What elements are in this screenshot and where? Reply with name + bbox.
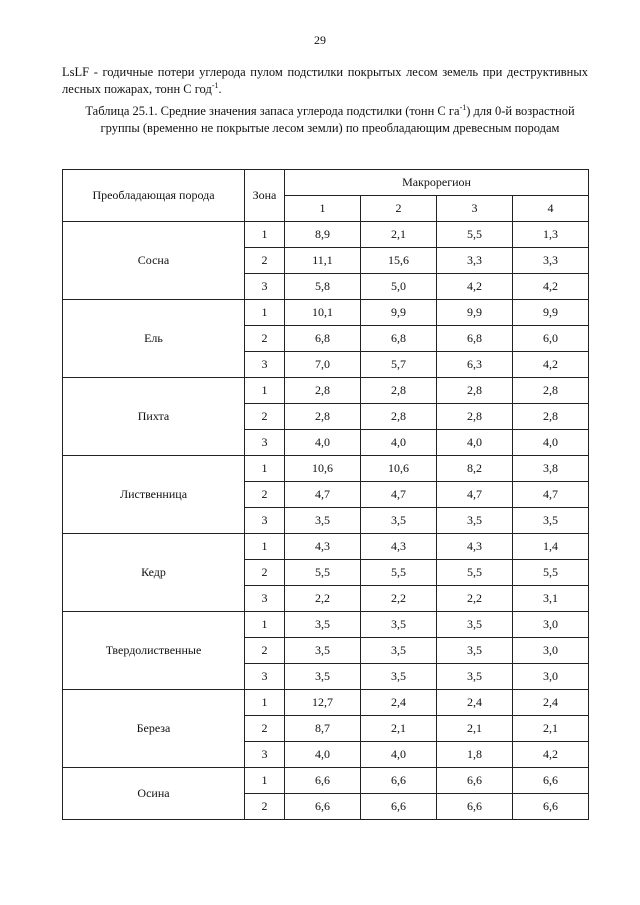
definition-symbol: LsLF: [62, 65, 90, 79]
zone-cell: 3: [245, 430, 285, 456]
value-cell: 3,5: [513, 508, 589, 534]
value-cell: 4,2: [513, 352, 589, 378]
value-cell: 2,1: [437, 716, 513, 742]
value-cell: 2,8: [437, 404, 513, 430]
value-cell: 8,7: [285, 716, 361, 742]
value-cell: 5,8: [285, 274, 361, 300]
zone-cell: 3: [245, 508, 285, 534]
value-cell: 3,1: [513, 586, 589, 612]
species-cell: Твердолиственные: [63, 612, 245, 690]
header-species: Преобладающая порода: [63, 170, 245, 222]
value-cell: 2,2: [361, 586, 437, 612]
value-cell: 4,3: [361, 534, 437, 560]
value-cell: 2,2: [437, 586, 513, 612]
value-cell: 3,3: [513, 248, 589, 274]
zone-cell: 3: [245, 586, 285, 612]
table-row: [63, 378, 589, 404]
header-zone: Зона: [245, 170, 285, 222]
value-cell: 6,0: [513, 326, 589, 352]
species-cell: Пихта: [63, 378, 245, 456]
value-cell: 6,6: [513, 794, 589, 820]
value-cell: 6,6: [361, 794, 437, 820]
zone-cell: 3: [245, 742, 285, 768]
table-body: [63, 222, 589, 820]
table-caption: [80, 103, 580, 137]
value-cell: 4,0: [437, 430, 513, 456]
caption-superscript: -1: [459, 102, 467, 112]
value-cell: 3,3: [437, 248, 513, 274]
caption-part1: Таблица 25.1. Средние значения запаса углерода подстилки (тонн С га: [85, 104, 460, 118]
definition-paragraph: [62, 64, 588, 98]
value-cell: 3,8: [513, 456, 589, 482]
value-cell: 9,9: [437, 300, 513, 326]
value-cell: 2,8: [285, 404, 361, 430]
header-macroregion-col: 3: [437, 196, 513, 222]
page-number: 29: [314, 33, 326, 47]
table-row: [63, 612, 589, 638]
value-cell: 5,0: [361, 274, 437, 300]
value-cell: 1,3: [513, 222, 589, 248]
value-cell: 4,0: [361, 742, 437, 768]
value-cell: 3,5: [361, 664, 437, 690]
value-cell: 4,7: [361, 482, 437, 508]
value-cell: 3,5: [285, 508, 361, 534]
value-cell: 2,8: [361, 404, 437, 430]
definition-superscript: -1: [211, 80, 219, 90]
value-cell: 5,7: [361, 352, 437, 378]
value-cell: 3,0: [513, 612, 589, 638]
value-cell: 11,1: [285, 248, 361, 274]
value-cell: 4,0: [513, 430, 589, 456]
value-cell: 1,8: [437, 742, 513, 768]
value-cell: 4,3: [285, 534, 361, 560]
table-row: [63, 690, 589, 716]
value-cell: 2,8: [361, 378, 437, 404]
value-cell: 3,5: [361, 638, 437, 664]
value-cell: 2,4: [437, 690, 513, 716]
zone-cell: 1: [245, 534, 285, 560]
zone-cell: 3: [245, 664, 285, 690]
value-cell: 2,2: [285, 586, 361, 612]
value-cell: 6,3: [437, 352, 513, 378]
value-cell: 2,8: [285, 378, 361, 404]
species-cell: Кедр: [63, 534, 245, 612]
header-macroregion: Макрорегион: [285, 170, 589, 196]
table-row: [63, 300, 589, 326]
zone-cell: 1: [245, 612, 285, 638]
value-cell: 3,5: [437, 638, 513, 664]
definition-end: .: [218, 82, 222, 96]
zone-cell: 2: [245, 794, 285, 820]
value-cell: 5,5: [513, 560, 589, 586]
value-cell: 6,8: [361, 326, 437, 352]
value-cell: 4,7: [513, 482, 589, 508]
species-cell: Ель: [63, 300, 245, 378]
value-cell: 4,7: [437, 482, 513, 508]
value-cell: 5,5: [437, 222, 513, 248]
value-cell: 10,6: [285, 456, 361, 482]
value-cell: 9,9: [513, 300, 589, 326]
value-cell: 2,4: [513, 690, 589, 716]
value-cell: 7,0: [285, 352, 361, 378]
caption-part2: ) для 0-й возрастной группы (временно не покрытые лесом земли) по преобладающим древесным породам: [100, 104, 575, 135]
zone-cell: 2: [245, 638, 285, 664]
value-cell: 6,6: [437, 768, 513, 794]
table-row: [63, 222, 589, 248]
zone-cell: 1: [245, 222, 285, 248]
value-cell: 3,5: [285, 638, 361, 664]
table-header: [63, 170, 589, 222]
value-cell: 4,7: [285, 482, 361, 508]
carbon-stock-table: [62, 169, 589, 820]
value-cell: 3,5: [285, 612, 361, 638]
value-cell: 12,7: [285, 690, 361, 716]
value-cell: 8,9: [285, 222, 361, 248]
value-cell: 4,3: [437, 534, 513, 560]
value-cell: 5,5: [361, 560, 437, 586]
value-cell: 2,8: [513, 404, 589, 430]
zone-cell: 1: [245, 378, 285, 404]
definition-text: - годичные потери углерода пулом подстилки покрытых лесом земель при деструктивных лесных пожарах, тонн С год: [62, 65, 588, 96]
zone-cell: 2: [245, 404, 285, 430]
zone-cell: 1: [245, 768, 285, 794]
value-cell: 15,6: [361, 248, 437, 274]
species-cell: Осина: [63, 768, 245, 820]
value-cell: 4,0: [361, 430, 437, 456]
value-cell: 3,5: [285, 664, 361, 690]
value-cell: 6,8: [285, 326, 361, 352]
zone-cell: 1: [245, 300, 285, 326]
zone-cell: 2: [245, 482, 285, 508]
value-cell: 5,5: [285, 560, 361, 586]
header-macroregion-col: 4: [513, 196, 589, 222]
value-cell: 3,5: [437, 508, 513, 534]
value-cell: 2,1: [361, 716, 437, 742]
value-cell: 2,8: [513, 378, 589, 404]
zone-cell: 2: [245, 248, 285, 274]
value-cell: 4,0: [285, 430, 361, 456]
value-cell: 6,8: [437, 326, 513, 352]
zone-cell: 2: [245, 716, 285, 742]
value-cell: 2,1: [361, 222, 437, 248]
value-cell: 2,8: [437, 378, 513, 404]
species-cell: Лиственница: [63, 456, 245, 534]
value-cell: 2,1: [513, 716, 589, 742]
value-cell: 8,2: [437, 456, 513, 482]
value-cell: 6,6: [285, 794, 361, 820]
value-cell: 4,0: [285, 742, 361, 768]
header-macroregion-col: 2: [361, 196, 437, 222]
value-cell: 10,1: [285, 300, 361, 326]
zone-cell: 1: [245, 456, 285, 482]
table-row: [63, 768, 589, 794]
value-cell: 5,5: [437, 560, 513, 586]
value-cell: 9,9: [361, 300, 437, 326]
zone-cell: 2: [245, 560, 285, 586]
value-cell: 4,2: [513, 742, 589, 768]
value-cell: 10,6: [361, 456, 437, 482]
table-row: [63, 534, 589, 560]
value-cell: 3,0: [513, 664, 589, 690]
value-cell: 3,5: [361, 612, 437, 638]
value-cell: 3,5: [361, 508, 437, 534]
value-cell: 6,6: [513, 768, 589, 794]
species-cell: Береза: [63, 690, 245, 768]
value-cell: 4,2: [513, 274, 589, 300]
header-macroregion-col: 1: [285, 196, 361, 222]
zone-cell: 3: [245, 274, 285, 300]
species-cell: Сосна: [63, 222, 245, 300]
value-cell: 2,4: [361, 690, 437, 716]
value-cell: 6,6: [361, 768, 437, 794]
zone-cell: 1: [245, 690, 285, 716]
zone-cell: 2: [245, 326, 285, 352]
value-cell: 1,4: [513, 534, 589, 560]
zone-cell: 3: [245, 352, 285, 378]
table-row: [63, 456, 589, 482]
value-cell: 3,5: [437, 664, 513, 690]
value-cell: 6,6: [437, 794, 513, 820]
header-row-1: [63, 170, 589, 196]
value-cell: 3,0: [513, 638, 589, 664]
value-cell: 6,6: [285, 768, 361, 794]
value-cell: 4,2: [437, 274, 513, 300]
value-cell: 3,5: [437, 612, 513, 638]
